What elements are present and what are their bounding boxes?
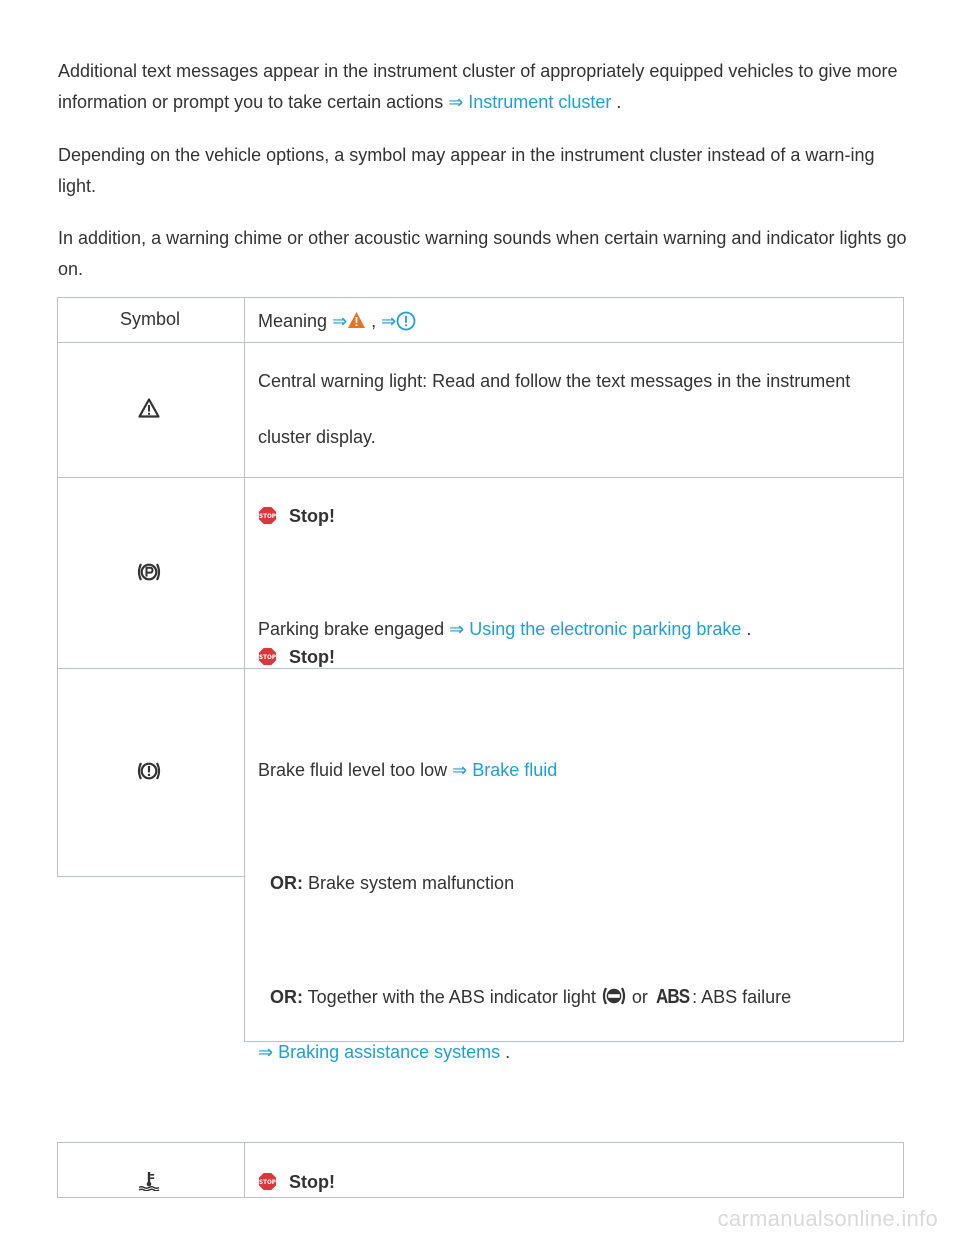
table-header-divider	[57, 342, 904, 343]
header-symbol: Symbol	[120, 309, 181, 329]
table2-column-divider	[244, 1142, 245, 1198]
parking-brake-text-body: Parking brake engaged	[258, 619, 450, 639]
stop-sign-icon	[258, 647, 277, 666]
header-separator: ,	[366, 311, 382, 331]
intro-text-1: Additional text messages appear in the instrument cluster of appropriately equipped vehicles to give more information or prompt you to take certain actions	[58, 61, 898, 112]
abs-failure-body-a: Together with the ABS indicator light	[303, 987, 601, 1007]
stop-label: Stop!	[289, 1172, 335, 1192]
stop-sign-icon	[258, 1172, 277, 1191]
brake-fluid-link[interactable]: ⇒ Brake fluid	[452, 760, 558, 780]
abs-failure-body-b: or	[626, 987, 653, 1007]
brake-malfunction-body: Brake system malfunction	[303, 873, 515, 893]
stop-label: Stop!	[289, 647, 335, 667]
abs-indicator-icon	[601, 985, 627, 1007]
electronic-parking-brake-link[interactable]: ⇒ Using the electronic parking brake	[449, 619, 742, 639]
brake-fluid-text	[258, 759, 557, 781]
page-cut-line	[57, 1197, 904, 1198]
stop-heading	[258, 505, 335, 527]
brake-fluid-text-body: Brake fluid level too low	[258, 760, 453, 780]
note-reference-link[interactable]: ⇒	[381, 311, 397, 331]
central-warning-text-line1: Central warning light: Read and follow the text messages in the instrument	[258, 371, 851, 391]
abs-text-icon: ABS	[655, 986, 690, 1008]
intro-text-1-end: .	[611, 92, 622, 112]
table-column-divider	[244, 297, 245, 1042]
intro-paragraph-2: Depending on the vehicle options, a symbol may appear in the instrument cluster instead of a warn-ing light.	[58, 145, 875, 196]
stop-heading	[258, 646, 335, 668]
stop-label: Stop!	[289, 506, 335, 526]
braking-assistance-end: .	[500, 1042, 511, 1062]
brake-system-icon	[136, 760, 162, 782]
stop-heading	[258, 1171, 335, 1193]
svg-text:STOP: STOP	[259, 513, 276, 520]
parking-brake-text	[258, 618, 751, 640]
svg-text:STOP: STOP	[259, 1179, 276, 1186]
table2-right-border	[903, 1142, 904, 1198]
table-left-border	[57, 297, 58, 877]
braking-assistance-link[interactable]: ⇒ Braking assistance systems	[258, 1042, 501, 1062]
instrument-cluster-link[interactable]: ⇒ Instrument cluster	[448, 92, 612, 112]
svg-text:STOP: STOP	[259, 654, 276, 661]
parking-brake-text-end: .	[741, 619, 752, 639]
intro-paragraph-1	[58, 56, 908, 118]
header-meaning-label: Meaning	[258, 311, 328, 331]
parking-brake-icon	[136, 561, 162, 583]
header-meaning	[258, 310, 416, 332]
central-warning-text-line2: cluster display.	[258, 427, 376, 447]
info-note-icon	[396, 311, 416, 331]
central-warning-icon	[138, 398, 160, 418]
watermark: carmanualsonline.info	[717, 1206, 938, 1231]
intro-paragraph-3: In addition, a warning chime or other acoustic warning sounds when certain warning and indicator lights go on.	[58, 228, 907, 279]
brake-malfunction-text	[270, 872, 514, 894]
or-label: OR:	[270, 987, 303, 1007]
table-top-border	[57, 297, 904, 298]
coolant-icon	[138, 1171, 160, 1191]
table-right-border	[903, 297, 904, 1042]
or-label: OR:	[270, 873, 303, 893]
table2-top-border	[57, 1142, 904, 1143]
table-symbol-cell-bottom	[57, 876, 245, 877]
abs-failure-body-c: : ABS failure	[692, 987, 792, 1007]
abs-failure-text	[270, 985, 791, 1008]
warning-reference-link[interactable]: ⇒	[332, 311, 348, 331]
stop-sign-icon	[258, 506, 277, 525]
table-row-divider	[57, 668, 904, 669]
braking-assistance-reference	[258, 1041, 510, 1063]
warning-triangle-icon	[347, 311, 366, 329]
table2-left-border	[57, 1142, 58, 1198]
table-row-divider	[57, 477, 904, 478]
